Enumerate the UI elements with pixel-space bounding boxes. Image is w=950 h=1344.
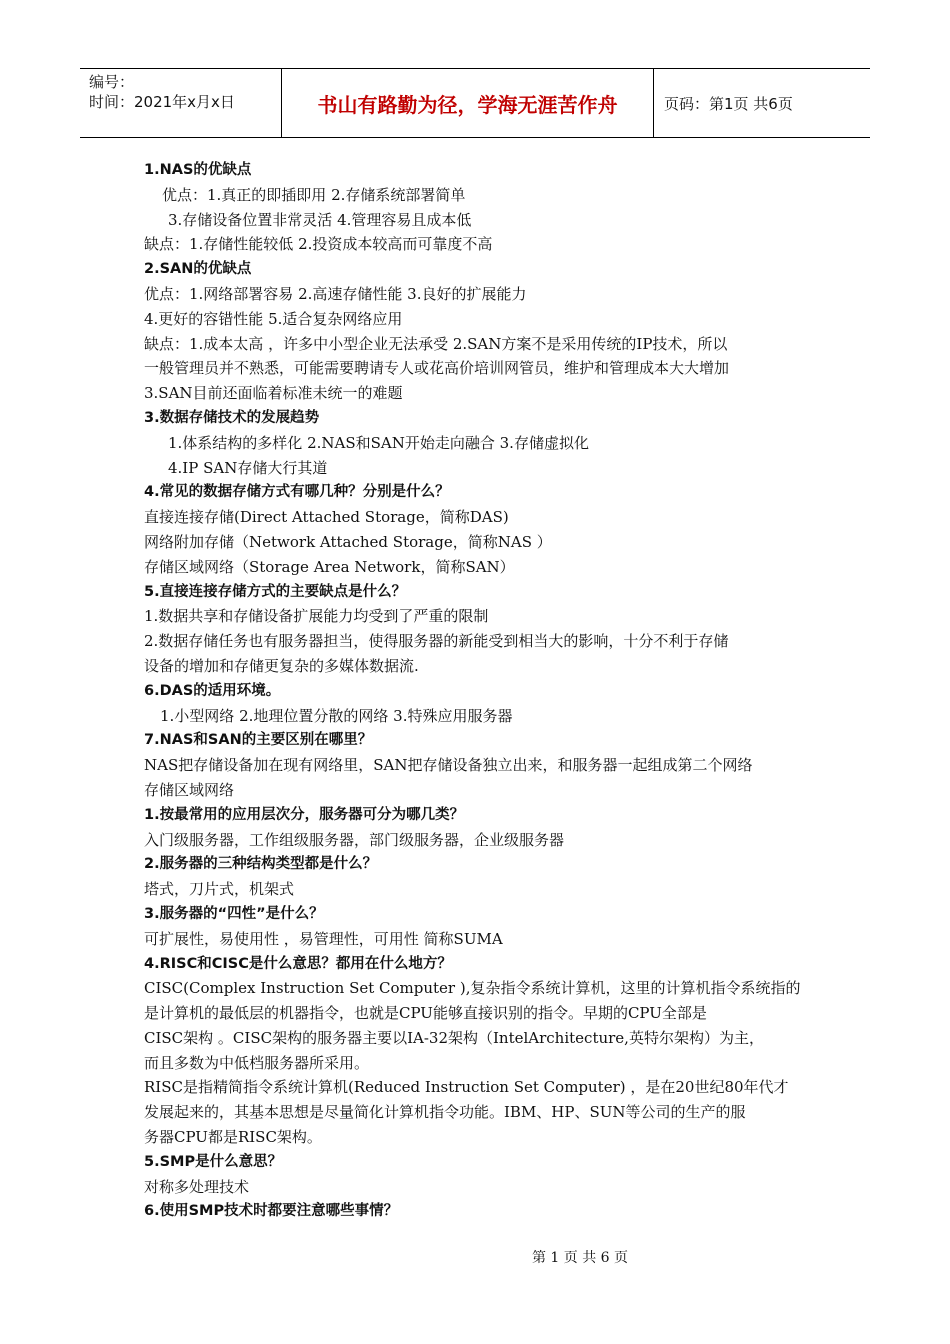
body-line: 3.存储设备位置非常灵活 4.管理容易且成本低 (168, 210, 472, 229)
body-line: 务器CPU都是RISC架构。 (144, 1128, 322, 1147)
body-line: 对称多处理技术 (144, 1177, 250, 1196)
body-line: RISC是指精简指令系统计算机(Reduced Instruction Set Computer) ，是在20世纪80年代才 (144, 1078, 789, 1097)
document-number-label: 编号： (89, 73, 135, 91)
body-line: 存储区域网络 (144, 780, 235, 799)
page-footer: 第 1 页 共 6 页 (531, 1250, 629, 1266)
section-heading: 6.DAS的适用环境。 (144, 682, 281, 699)
header-meta-cell (80, 69, 282, 137)
body-line: 缺点：1.成本太高 ，许多中小型企业无法承受 2.SAN方案不是采用传统的IP技术，所以 (144, 334, 728, 353)
document-body (144, 158, 809, 1224)
body-line: 设备的增加和存储更复杂的多媒体数据流. (144, 656, 419, 675)
body-line: 缺点：1.存储性能较低 2.投资成本较高而可靠度不高 (144, 235, 493, 254)
body-line: 塔式，刀片式，机架式 (144, 880, 295, 899)
header-motto: 书山有路勤为径，学海无涯苦作舟 (282, 69, 654, 137)
body-line: 发展起来的，其基本思想是尽量简化计算机指令功能。IBM、HP、SUN等公司的生产的服 (144, 1103, 746, 1122)
section-heading: 7.NAS和SAN的主要区别在哪里？ (144, 732, 373, 749)
body-line: 是计算机的最低层的机器指令，也就是CPU能够直接识别的指令。早期的CPU全部是 (144, 1004, 707, 1023)
body-line: 1.体系结构的多样化 2.NAS和SAN开始走向融合 3.存储虚拟化 (168, 433, 589, 452)
body-line: 3.SAN目前还面临着标准未统一的难题 (144, 384, 403, 403)
section-heading: 3.数据存储技术的发展趋势 (144, 409, 320, 426)
section-heading: 5.直接连接存储方式的主要缺点是什么？ (144, 583, 407, 600)
header-page-label: 页码：第1页 共6页 (664, 94, 793, 113)
section-heading: 4.常见的数据存储方式有哪几种？分别是什么？ (144, 484, 450, 501)
section-heading: 1.按最常用的应用层次分，服务器可分为哪几类？ (144, 806, 465, 823)
section-heading: 6.使用SMP技术时都要注意哪些事情？ (144, 1203, 399, 1220)
body-line: 4.IP SAN存储大行其道 (168, 458, 328, 477)
body-line: 2.数据存储任务也有服务器担当，使得服务器的新能受到相当大的影响，十分不利于存储 (144, 632, 729, 651)
body-line: 可扩展性，易使用性 ，易管理性，可用性 简称SUMA (144, 929, 503, 948)
section-heading: 2.服务器的三种结构类型都是什么？ (144, 856, 378, 873)
section-heading: 3.服务器的“四性”是什么？ (144, 905, 324, 922)
section-heading: 5.SMP是什么意思？ (144, 1153, 283, 1170)
body-line: 优点：1.真正的即插即用 2.存储系统部署简单 (162, 185, 466, 204)
body-line: NAS把存储设备加在现有网络里，SAN把存储设备独立出来，和服务器一起组成第二个网络 (144, 756, 753, 775)
body-line: CISC(Complex Instruction Set Computer ),复杂指令系统计算机，这里的计算机指令系统指的 (144, 979, 801, 998)
section-heading: 1.NAS的优缺点 (144, 162, 252, 178)
body-line: CISC架构 。CISC架构的服务器主要以IA-32架构（IntelArchitecture,英特尔架构）为主， (144, 1028, 764, 1047)
body-line: 而且多数为中低档服务器所采用。 (144, 1053, 370, 1072)
body-line: 入门级服务器，工作组级服务器，部门级服务器，企业级服务器 (144, 830, 565, 849)
body-line: 1.小型网络 2.地理位置分散的网络 3.特殊应用服务器 (160, 706, 513, 725)
body-line: 优点：1.网络部署容易 2.高速存储性能 3.良好的扩展能力 (144, 284, 527, 303)
body-line: 4.更好的容错性能 5.适合复杂网络应用 (144, 309, 403, 328)
page-header (80, 68, 870, 138)
body-line: 1.数据共享和存储设备扩展能力均受到了严重的限制 (144, 607, 489, 626)
body-line: 一般管理员并不熟悉，可能需要聘请专人或花高价培训网管员，维护和管理成本大大增加 (144, 359, 730, 378)
section-heading: 2.SAN的优缺点 (144, 261, 252, 278)
body-line: 直接连接存储(Direct Attached Storage，简称DAS) (144, 508, 509, 527)
document-time-label: 时间：2021年x月x日 (89, 93, 235, 111)
section-heading: 4.RISC和CISC是什么意思？都用在什么地方？ (144, 955, 452, 972)
body-line: 存储区域网络（Storage Area Network，简称SAN） (144, 557, 515, 576)
body-line: 网络附加存储（Network Attached Storage，简称NAS ） (144, 532, 552, 551)
